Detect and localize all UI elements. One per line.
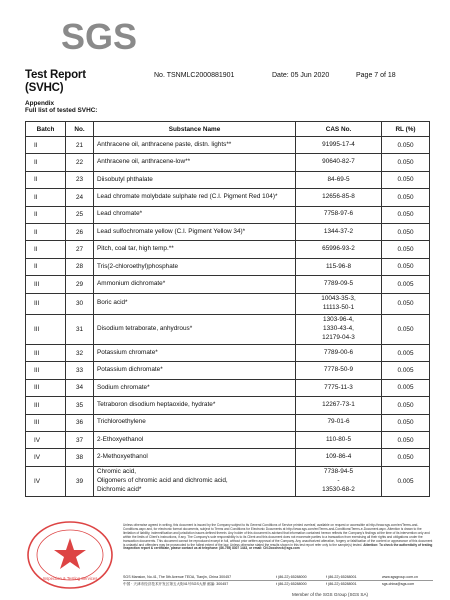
- rl-cell: 0.005: [382, 362, 430, 379]
- table-row: [26, 466, 430, 496]
- company-seal: [26, 520, 114, 590]
- cas-cell: 1303-96-4, 1330-43-4, 12179-04-3: [296, 314, 382, 344]
- cas-cell: 79-01-6: [296, 414, 382, 431]
- rl-cell: 0.050: [382, 293, 430, 314]
- website[interactable]: www.sgsgroup.com.cn: [382, 575, 418, 579]
- batch-cell: II: [26, 189, 66, 206]
- col-batch: Batch: [26, 122, 66, 137]
- table-row: [26, 276, 430, 293]
- col-no: No.: [66, 122, 94, 137]
- verification-note: Attention: To check the authenticity of testing /inspection report & certificate, please contact us at telephone: (86-755) 8307 1443, or email: CN.Doccheck@sgs.com: [123, 542, 433, 551]
- rl-cell: 0.050: [382, 397, 430, 414]
- table-row: [26, 414, 430, 431]
- table-row: [26, 241, 430, 258]
- substance-cell: Anthracene oil, anthracene-low**: [94, 154, 296, 171]
- phone-cn: t (86-22) 65288000: [276, 582, 307, 586]
- substance-cell: 2-Methoxyethanol: [94, 449, 296, 466]
- table-header-row: [26, 122, 430, 137]
- table-row: [26, 206, 430, 223]
- email[interactable]: sgs.china@sgs.com: [382, 582, 415, 586]
- substance-cell: Tris(2-chloroethyl)phosphate: [94, 258, 296, 275]
- number-cell: 21: [66, 137, 94, 154]
- report-title: Test Report (SVHC): [25, 69, 86, 94]
- fax-cn: f (86-22) 65288001: [326, 582, 357, 586]
- substance-cell: Tetraboron disodium heptaoxide, hydrate*: [94, 397, 296, 414]
- cas-cell: 7778-50-9: [296, 362, 382, 379]
- substance-cell: Potassium dichromate*: [94, 362, 296, 379]
- number-cell: 23: [66, 171, 94, 188]
- table-row: [26, 189, 430, 206]
- cas-cell: 1344-37-2: [296, 223, 382, 240]
- number-cell: 30: [66, 293, 94, 314]
- address-english: SGS Mansion, No.41, The 5th Avenue TEDA, Tianjin, China 300457: [123, 575, 232, 579]
- substance-cell: Lead sulfochromate yellow (C.I. Pigment Yellow 34)*: [94, 223, 296, 240]
- rl-cell: 0.050: [382, 206, 430, 223]
- appendix-heading: Appendix Full list of tested SVHC:: [25, 100, 98, 115]
- batch-cell: III: [26, 276, 66, 293]
- batch-cell: IV: [26, 449, 66, 466]
- substance-cell: Pitch, coal tar, high temp.**: [94, 241, 296, 258]
- cas-cell: 115-96-8: [296, 258, 382, 275]
- number-cell: 25: [66, 206, 94, 223]
- table-row: [26, 379, 430, 396]
- number-cell: 27: [66, 241, 94, 258]
- number-cell: 24: [66, 189, 94, 206]
- number-cell: 35: [66, 397, 94, 414]
- substance-cell: Lead chromate molybdate sulphate red (C.I. Pigment Red 104)*: [94, 189, 296, 206]
- batch-cell: IV: [26, 466, 66, 496]
- table-row: [26, 449, 430, 466]
- rl-cell: 0.050: [382, 431, 430, 448]
- batch-cell: III: [26, 362, 66, 379]
- address-chinese: 中国 · 天津市经济技术开发区第五大街41号SGS大厦 邮编: 300457: [123, 582, 229, 586]
- table-row: [26, 293, 430, 314]
- substance-cell: Chromic acid, Oligomers of chromic acid and dichromic acid, Dichromic acid*: [94, 466, 296, 496]
- cas-cell: 109-86-4: [296, 449, 382, 466]
- table-row: [26, 137, 430, 154]
- cas-cell: 91995-17-4: [296, 137, 382, 154]
- footer-divider: [123, 580, 433, 581]
- rl-cell: 0.005: [382, 276, 430, 293]
- number-cell: 39: [66, 466, 94, 496]
- cas-cell: 7738-94-5 - 13530-68-2: [296, 466, 382, 496]
- legal-disclaimer: Unless otherwise agreed in writing, this document is issued by the Company subject to its General Conditions of Service printed overleaf, available on request or accessible at http://www.sgs.com/en/Terms-and-Conditions.aspx and, for electronic format documents, subject to Terms and Conditions for Electronic Documents at http://www.sgs.com/en/Terms-and-Conditions/Terms-e-Document.aspx. Attention is drawn to the limitation of liability, indemnification and jurisdiction issues defined therein. Any holder of this document is advised that information contained hereon reflects the Company's findings at the time of its intervention only and within the limits of Client's instructions, if any. The Company's sole responsibility is to its Client and this document does not exonerate parties to a transaction from exercising all their rights and obligations under the transaction documents. This document cannot be reproduced except in full, without prior written approval of the Company. Any unauthorized alteration, forgery or falsification of the content or appearance of this document is unlawful and offenders may be prosecuted to the fullest extent of the law. Unless otherwise stated the results shown in this test report refer only to the sample(s) tested. Attention: To check the authenticity of testing /inspection report & certificate, please contact us at telephone: (86-755) 8307 1443, or email: CN.Doccheck@sgs.com: [123, 523, 433, 551]
- svhc-table: [25, 121, 430, 497]
- col-cas: CAS No.: [296, 122, 382, 137]
- batch-cell: II: [26, 154, 66, 171]
- batch-cell: III: [26, 345, 66, 362]
- rl-cell: 0.050: [382, 223, 430, 240]
- batch-cell: II: [26, 137, 66, 154]
- number-cell: 34: [66, 379, 94, 396]
- cas-cell: 12656-85-8: [296, 189, 382, 206]
- rl-cell: 0.005: [382, 379, 430, 396]
- sgs-logo: [59, 16, 139, 56]
- rl-cell: 0.050: [382, 258, 430, 275]
- cas-cell: 7775-11-3: [296, 379, 382, 396]
- cas-cell: 7789-09-5: [296, 276, 382, 293]
- svg-text:SGS: SGS: [60, 16, 138, 56]
- phone: t (86-22) 65288000: [276, 575, 307, 579]
- table-row: [26, 258, 430, 275]
- cas-cell: 10043-35-3, 11113-50-1: [296, 293, 382, 314]
- rl-cell: 0.050: [382, 414, 430, 431]
- batch-cell: III: [26, 314, 66, 344]
- batch-cell: II: [26, 171, 66, 188]
- cas-cell: 65996-93-2: [296, 241, 382, 258]
- cas-cell: 12267-73-1: [296, 397, 382, 414]
- rl-cell: 0.050: [382, 189, 430, 206]
- rl-cell: 0.005: [382, 466, 430, 496]
- substance-cell: Ammonium dichromate*: [94, 276, 296, 293]
- table-row: [26, 362, 430, 379]
- number-cell: 28: [66, 258, 94, 275]
- table-row: [26, 314, 430, 344]
- rl-cell: 0.050: [382, 449, 430, 466]
- report-number: No. TSNMLC2000881901: [154, 72, 235, 79]
- substance-cell: Sodium chromate*: [94, 379, 296, 396]
- number-cell: 36: [66, 414, 94, 431]
- cas-cell: 84-69-5: [296, 171, 382, 188]
- number-cell: 32: [66, 345, 94, 362]
- table-row: [26, 345, 430, 362]
- rl-cell: 0.050: [382, 154, 430, 171]
- table-row: [26, 223, 430, 240]
- svg-text:Inspection & Testing Services: Inspection & Testing Services: [42, 576, 98, 581]
- substance-cell: Trichloroethylene: [94, 414, 296, 431]
- substance-cell: 2-Ethoxyethanol: [94, 431, 296, 448]
- number-cell: 38: [66, 449, 94, 466]
- cas-cell: 90640-82-7: [296, 154, 382, 171]
- substance-cell: Anthracene oil, anthracene paste, distn. lights**: [94, 137, 296, 154]
- rl-cell: 0.005: [382, 345, 430, 362]
- table-row: [26, 154, 430, 171]
- report-date: Date: 05 Jun 2020: [272, 72, 330, 79]
- substance-cell: Potassium chromate*: [94, 345, 296, 362]
- number-cell: 33: [66, 362, 94, 379]
- table-row: [26, 171, 430, 188]
- batch-cell: III: [26, 379, 66, 396]
- cas-cell: 110-80-5: [296, 431, 382, 448]
- col-substance: Substance Name: [94, 122, 296, 137]
- page-number: Page 7 of 18: [356, 72, 396, 79]
- rl-cell: 0.050: [382, 171, 430, 188]
- batch-cell: II: [26, 223, 66, 240]
- batch-cell: III: [26, 414, 66, 431]
- cas-cell: 7758-97-6: [296, 206, 382, 223]
- cas-cell: 7789-00-6: [296, 345, 382, 362]
- batch-cell: IV: [26, 431, 66, 448]
- table-row: [26, 397, 430, 414]
- batch-cell: II: [26, 241, 66, 258]
- number-cell: 37: [66, 431, 94, 448]
- rl-cell: 0.050: [382, 137, 430, 154]
- number-cell: 31: [66, 314, 94, 344]
- member-note: Member of the SGS Group (SGS SA): [292, 592, 369, 597]
- substance-cell: Diisobutyl phthalate: [94, 171, 296, 188]
- rl-cell: 0.050: [382, 241, 430, 258]
- number-cell: 29: [66, 276, 94, 293]
- rl-cell: 0.050: [382, 314, 430, 344]
- number-cell: 26: [66, 223, 94, 240]
- batch-cell: II: [26, 206, 66, 223]
- batch-cell: III: [26, 397, 66, 414]
- batch-cell: III: [26, 293, 66, 314]
- fax: f (86-22) 65288001: [326, 575, 357, 579]
- number-cell: 22: [66, 154, 94, 171]
- batch-cell: II: [26, 258, 66, 275]
- table-row: [26, 431, 430, 448]
- substance-cell: Boric acid*: [94, 293, 296, 314]
- substance-cell: Lead chromate*: [94, 206, 296, 223]
- substance-cell: Disodium tetraborate, anhydrous*: [94, 314, 296, 344]
- col-rl: RL (%): [382, 122, 430, 137]
